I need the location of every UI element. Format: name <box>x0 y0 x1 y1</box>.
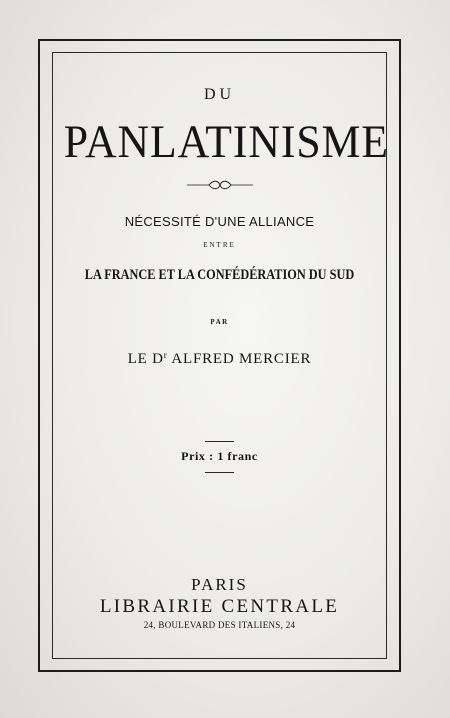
price-rule-top <box>205 441 234 442</box>
connector-word: ENTRE <box>203 241 236 249</box>
author-prefix: LE D <box>127 351 164 367</box>
imprint-city: PARIS <box>191 575 248 594</box>
flourish-ornament-icon <box>52 178 387 192</box>
title-preposition: DU <box>203 86 236 103</box>
author-name: ALFRED MERCIER <box>171 351 312 367</box>
main-title: PANLATINISME <box>63 116 389 168</box>
author-superscript: r <box>163 350 168 360</box>
subtitle: NÉCESSITÉ D'UNE ALLIANCE <box>124 214 315 229</box>
imprint-publisher: LIBRAIRIE CENTRALE <box>99 596 340 617</box>
imprint-address: 24, BOULEVARD DES ITALIENS, 24 <box>143 620 296 630</box>
price: Prix : 1 franc <box>181 449 258 463</box>
subject-line: LA FRANCE ET LA CONFÉDÉRATION DU SUD <box>84 267 355 283</box>
by-word: PAR <box>210 318 229 326</box>
author-line <box>52 350 387 368</box>
price-rule-bottom <box>205 472 234 473</box>
